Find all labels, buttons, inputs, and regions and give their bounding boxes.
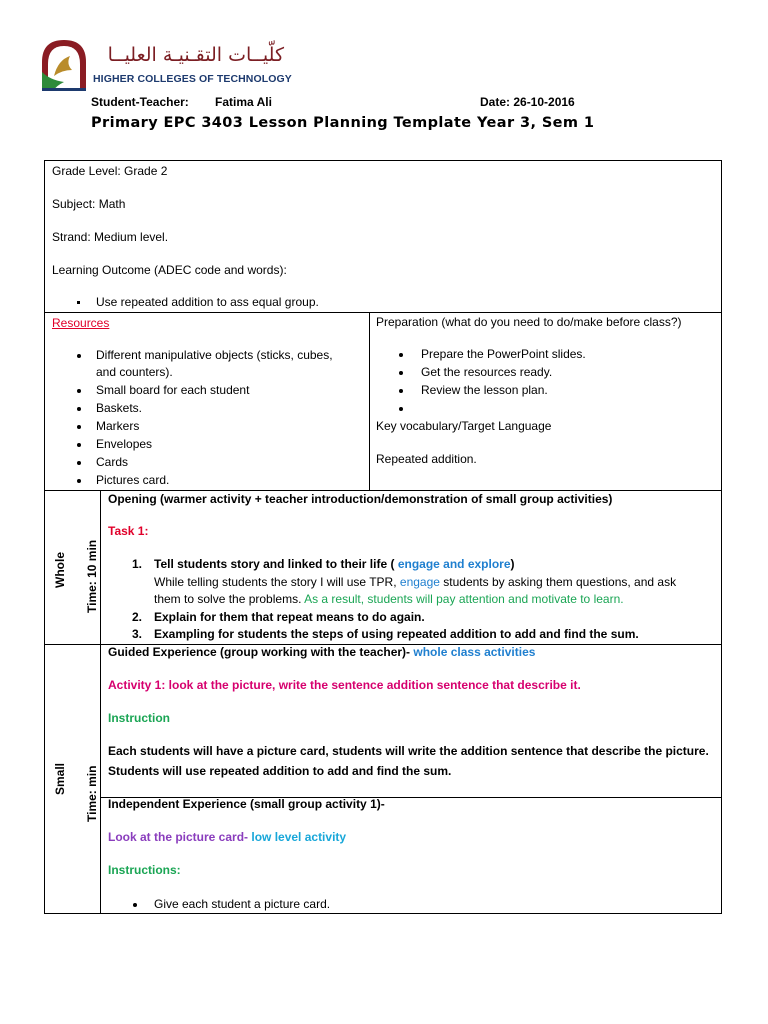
resource-item: Markers (96, 419, 140, 433)
opening-heading: Opening (warmer activity + teacher introduction/demonstration of small group activities) (108, 492, 613, 506)
instruction-item: Give each student a picture card. (154, 897, 331, 911)
picture-card-activity: Look at the picture card- low level activity (108, 830, 347, 844)
bullet-icon (77, 425, 81, 429)
resource-item: Cards (96, 455, 129, 469)
divider (369, 312, 370, 491)
whole-time-label: Time: 10 min (85, 539, 99, 613)
lesson-date: Date: 26-10-2016 (480, 95, 575, 109)
step-1: Tell students story and linked to their life ( engage and explore) (154, 557, 515, 571)
bullet-icon (77, 443, 81, 447)
resource-item: Envelopes (96, 437, 153, 451)
document-title: Primary EPC 3403 Lesson Planning Template Year 3, Sem 1 (91, 115, 595, 131)
strand: Strand: Medium level. (52, 230, 169, 244)
activity-description: Each students will have a picture card, students will write the addition sentence that describe the picture. (108, 744, 709, 758)
resource-item: Pictures card. (96, 473, 170, 487)
small-label: Small (53, 762, 67, 795)
bullet-icon (399, 407, 403, 411)
vocabulary-heading: Key vocabulary/Target Language (376, 419, 552, 433)
college-name-english: HIGHER COLLEGES OF TECHNOLOGY (93, 73, 292, 85)
divider (100, 490, 101, 914)
student-teacher-label: Student-Teacher: (91, 95, 189, 109)
preparation-item: Review the lesson plan. (421, 383, 548, 397)
independent-heading: Independent Experience (small group activity 1)- (108, 797, 385, 811)
resource-item: Different manipulative objects (sticks, cubes, (96, 348, 333, 362)
step-3: Exampling for students the steps of using repeated addition to add and find the sum. (154, 627, 639, 641)
step-number: 1. (132, 557, 143, 571)
step-number: 2. (132, 610, 143, 624)
resources-heading: Resources (52, 316, 110, 330)
step-2: Explain for them that repeat means to do again. (154, 610, 425, 624)
square-bullet-icon (77, 301, 80, 304)
college-name-arabic: كلّيــات التقـنيـة العليــا (107, 44, 284, 66)
step-1-detail: them to solve the problems. As a result, students will pay attention and motivate to learn. (154, 592, 624, 606)
student-teacher-name: Fatima Ali (215, 95, 272, 109)
bullet-icon (77, 389, 81, 393)
small-time-label: Time: min (85, 765, 99, 822)
bullet-icon (77, 407, 81, 411)
grade-level: Grade Level: Grade 2 (52, 164, 168, 178)
vocabulary-text: Repeated addition. (376, 452, 477, 466)
instructions-heading: Instructions: (108, 863, 181, 877)
bullet-icon (77, 479, 81, 483)
learning-outcome-item: Use repeated addition to ass equal group. (96, 295, 319, 309)
guided-heading: Guided Experience (group working with the teacher)- whole class activities (108, 645, 536, 659)
whole-label: Whole (53, 552, 67, 588)
divider (44, 490, 722, 491)
resource-item: Baskets. (96, 401, 143, 415)
bullet-icon (399, 389, 403, 393)
preparation-item: Prepare the PowerPoint slides. (421, 347, 586, 361)
college-logo (36, 36, 92, 92)
preparation-heading: Preparation (what do you need to do/make before class?) (376, 315, 682, 329)
resource-item: and counters). (96, 365, 173, 379)
preparation-item: Get the resources ready. (421, 365, 553, 379)
resource-item: Small board for each student (96, 383, 250, 397)
bullet-icon (399, 371, 403, 375)
instruction-heading: Instruction (108, 711, 170, 725)
bullet-icon (77, 354, 81, 358)
bullet-icon (77, 461, 81, 465)
bullet-icon (399, 353, 403, 357)
learning-outcome-label: Learning Outcome (ADEC code and words): (52, 263, 287, 277)
step-number: 3. (132, 627, 143, 641)
divider (44, 312, 722, 313)
subject: Subject: Math (52, 197, 126, 211)
activity-heading: Activity 1: look at the picture, write the sentence addition sentence that describe it. (108, 678, 581, 692)
step-1-detail: While telling students the story I will use TPR, engage students by asking them questions, and ask (154, 575, 677, 589)
activity-description: Students will use repeated addition to add and find the sum. (108, 764, 452, 778)
task-heading: Task 1: (108, 524, 149, 538)
bullet-icon (133, 903, 137, 907)
